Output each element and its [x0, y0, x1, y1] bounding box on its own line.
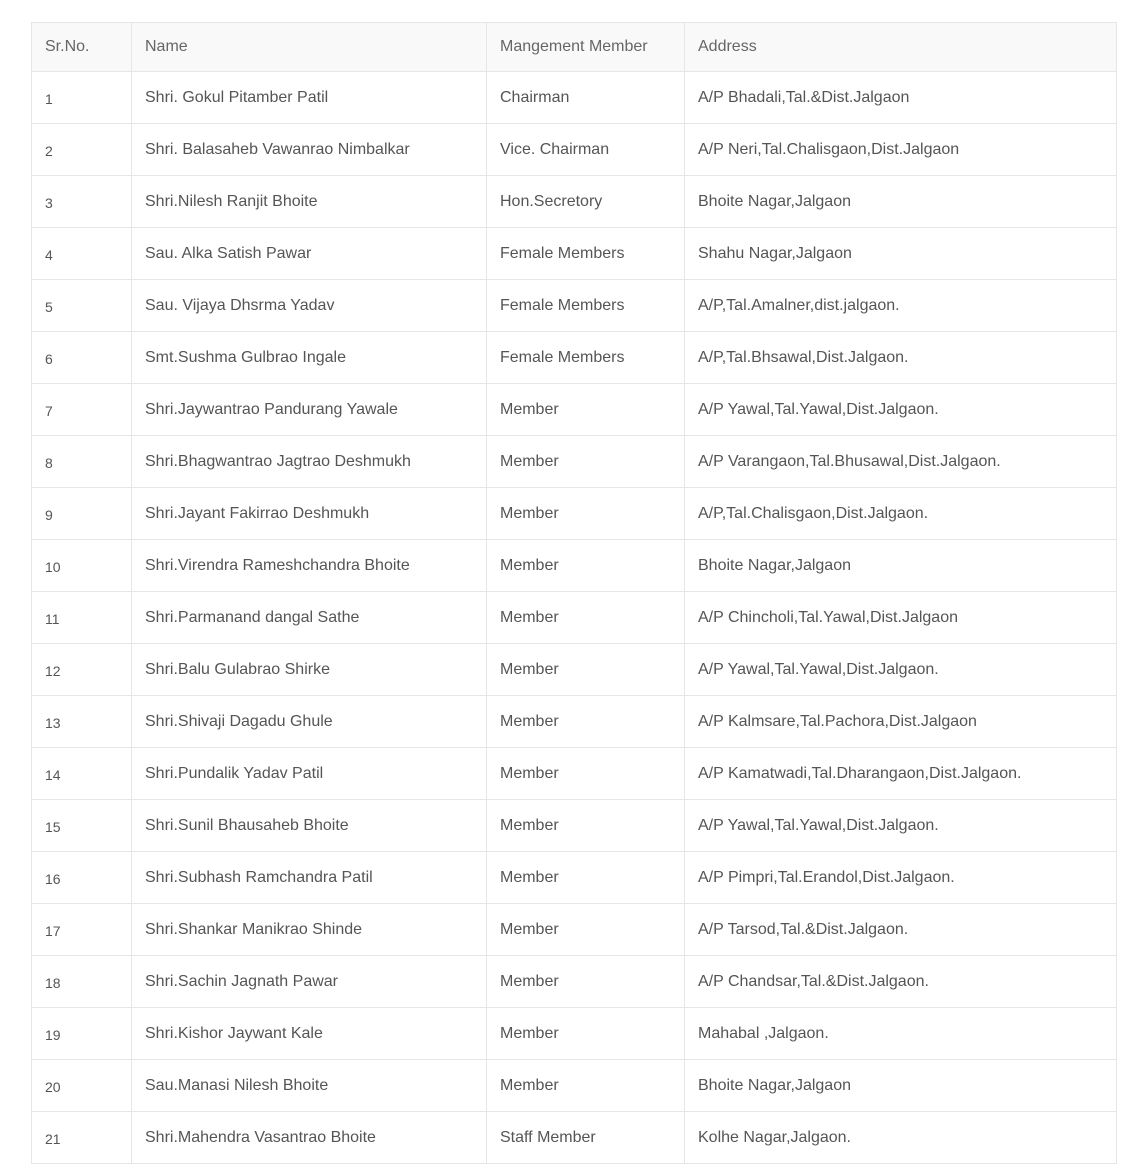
cell-management-member: Member: [487, 592, 685, 644]
cell-srno: 15: [32, 800, 132, 852]
cell-name: Shri. Gokul Pitamber Patil: [132, 72, 487, 124]
cell-management-member: Chairman: [487, 72, 685, 124]
cell-address: A/P Chincholi,Tal.Yawal,Dist.Jalgaon: [685, 592, 1117, 644]
cell-name: Shri.Nilesh Ranjit Bhoite: [132, 176, 487, 228]
table-body: [32, 72, 1117, 1164]
table-row: [32, 384, 1117, 436]
table-row: [32, 72, 1117, 124]
table-row: [32, 904, 1117, 956]
cell-management-member: Member: [487, 748, 685, 800]
cell-name: Shri.Jayant Fakirrao Deshmukh: [132, 488, 487, 540]
cell-address: A/P Kamatwadi,Tal.Dharangaon,Dist.Jalgaon.: [685, 748, 1117, 800]
table-header: [32, 23, 1117, 72]
cell-management-member: Member: [487, 956, 685, 1008]
header-name: Name: [132, 23, 487, 72]
table-row: [32, 332, 1117, 384]
cell-srno: 8: [32, 436, 132, 488]
table-row: [32, 280, 1117, 332]
cell-address: A/P Chandsar,Tal.&Dist.Jalgaon.: [685, 956, 1117, 1008]
cell-name: Shri.Bhagwantrao Jagtrao Deshmukh: [132, 436, 487, 488]
cell-name: Shri.Sachin Jagnath Pawar: [132, 956, 487, 1008]
cell-srno: 12: [32, 644, 132, 696]
cell-name: Shri.Virendra Rameshchandra Bhoite: [132, 540, 487, 592]
table-row: [32, 748, 1117, 800]
cell-srno: 18: [32, 956, 132, 1008]
cell-management-member: Member: [487, 852, 685, 904]
management-members-table: [31, 22, 1117, 1164]
cell-name: Sau.Manasi Nilesh Bhoite: [132, 1060, 487, 1112]
table-row: [32, 956, 1117, 1008]
cell-management-member: Hon.Secretory: [487, 176, 685, 228]
cell-address: Bhoite Nagar,Jalgaon: [685, 176, 1117, 228]
cell-address: A/P Varangaon,Tal.Bhusawal,Dist.Jalgaon.: [685, 436, 1117, 488]
table-row: [32, 1112, 1117, 1164]
cell-name: Sau. Alka Satish Pawar: [132, 228, 487, 280]
cell-address: A/P Pimpri,Tal.Erandol,Dist.Jalgaon.: [685, 852, 1117, 904]
table-row: [32, 488, 1117, 540]
cell-name: Shri.Sunil Bhausaheb Bhoite: [132, 800, 487, 852]
cell-srno: 6: [32, 332, 132, 384]
cell-name: Shri.Shivaji Dagadu Ghule: [132, 696, 487, 748]
cell-management-member: Member: [487, 436, 685, 488]
cell-srno: 13: [32, 696, 132, 748]
cell-srno: 19: [32, 1008, 132, 1060]
cell-srno: 5: [32, 280, 132, 332]
cell-name: Shri.Jaywantrao Pandurang Yawale: [132, 384, 487, 436]
cell-management-member: Female Members: [487, 228, 685, 280]
table-row: [32, 592, 1117, 644]
cell-address: A/P Tarsod,Tal.&Dist.Jalgaon.: [685, 904, 1117, 956]
cell-management-member: Member: [487, 488, 685, 540]
cell-address: A/P,Tal.Bhsawal,Dist.Jalgaon.: [685, 332, 1117, 384]
cell-address: Kolhe Nagar,Jalgaon.: [685, 1112, 1117, 1164]
cell-management-member: Member: [487, 384, 685, 436]
management-members-table-container: [31, 22, 1116, 1164]
header-address: Address: [685, 23, 1117, 72]
cell-management-member: Member: [487, 1060, 685, 1112]
table-row: [32, 1060, 1117, 1112]
cell-management-member: Staff Member: [487, 1112, 685, 1164]
cell-name: Shri.Balu Gulabrao Shirke: [132, 644, 487, 696]
cell-srno: 7: [32, 384, 132, 436]
cell-address: A/P Neri,Tal.Chalisgaon,Dist.Jalgaon: [685, 124, 1117, 176]
cell-address: Bhoite Nagar,Jalgaon: [685, 540, 1117, 592]
cell-address: A/P,Tal.Amalner,dist.jalgaon.: [685, 280, 1117, 332]
cell-address: Shahu Nagar,Jalgaon: [685, 228, 1117, 280]
cell-management-member: Female Members: [487, 332, 685, 384]
cell-address: A/P,Tal.Chalisgaon,Dist.Jalgaon.: [685, 488, 1117, 540]
cell-name: Shri.Shankar Manikrao Shinde: [132, 904, 487, 956]
cell-management-member: Member: [487, 696, 685, 748]
cell-srno: 9: [32, 488, 132, 540]
table-row: [32, 696, 1117, 748]
cell-srno: 20: [32, 1060, 132, 1112]
cell-srno: 14: [32, 748, 132, 800]
cell-address: A/P Bhadali,Tal.&Dist.Jalgaon: [685, 72, 1117, 124]
header-row: [32, 23, 1117, 72]
cell-address: A/P Yawal,Tal.Yawal,Dist.Jalgaon.: [685, 644, 1117, 696]
table-row: [32, 124, 1117, 176]
cell-name: Shri.Mahendra Vasantrao Bhoite: [132, 1112, 487, 1164]
cell-management-member: Member: [487, 540, 685, 592]
table-row: [32, 852, 1117, 904]
cell-address: A/P Yawal,Tal.Yawal,Dist.Jalgaon.: [685, 384, 1117, 436]
header-srno: Sr.No.: [32, 23, 132, 72]
table-row: [32, 540, 1117, 592]
table-row: [32, 228, 1117, 280]
table-row: [32, 800, 1117, 852]
cell-name: Shri.Pundalik Yadav Patil: [132, 748, 487, 800]
cell-management-member: Member: [487, 644, 685, 696]
cell-management-member: Member: [487, 904, 685, 956]
cell-address: Bhoite Nagar,Jalgaon: [685, 1060, 1117, 1112]
cell-name: Shri. Balasaheb Vawanrao Nimbalkar: [132, 124, 487, 176]
cell-name: Shri.Kishor Jaywant Kale: [132, 1008, 487, 1060]
cell-management-member: Member: [487, 800, 685, 852]
cell-srno: 1: [32, 72, 132, 124]
table-row: [32, 436, 1117, 488]
cell-address: Mahabal ,Jalgaon.: [685, 1008, 1117, 1060]
cell-name: Shri.Parmanand dangal Sathe: [132, 592, 487, 644]
cell-srno: 3: [32, 176, 132, 228]
cell-srno: 10: [32, 540, 132, 592]
table-row: [32, 644, 1117, 696]
cell-management-member: Vice. Chairman: [487, 124, 685, 176]
table-row: [32, 1008, 1117, 1060]
cell-srno: 11: [32, 592, 132, 644]
cell-srno: 16: [32, 852, 132, 904]
header-management-member: Mangement Member: [487, 23, 685, 72]
cell-name: Sau. Vijaya Dhsrma Yadav: [132, 280, 487, 332]
cell-management-member: Member: [487, 1008, 685, 1060]
cell-name: Shri.Subhash Ramchandra Patil: [132, 852, 487, 904]
cell-management-member: Female Members: [487, 280, 685, 332]
cell-srno: 17: [32, 904, 132, 956]
table-row: [32, 176, 1117, 228]
cell-srno: 2: [32, 124, 132, 176]
cell-address: A/P Kalmsare,Tal.Pachora,Dist.Jalgaon: [685, 696, 1117, 748]
cell-name: Smt.Sushma Gulbrao Ingale: [132, 332, 487, 384]
cell-srno: 21: [32, 1112, 132, 1164]
cell-srno: 4: [32, 228, 132, 280]
cell-address: A/P Yawal,Tal.Yawal,Dist.Jalgaon.: [685, 800, 1117, 852]
